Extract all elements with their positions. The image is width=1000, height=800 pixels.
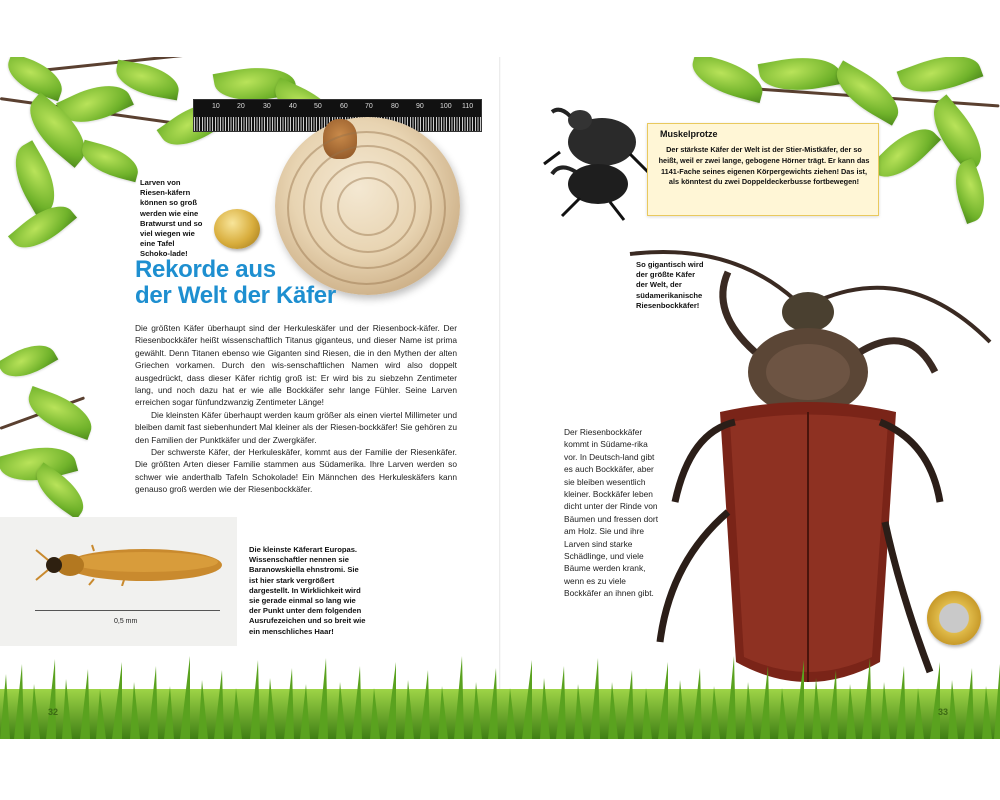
larva-caption: Larven von Riesen-käfern können so groß werden wie eine Bratwurst und so viel wiegen wie eine Tafel Schoko-lade! (140, 178, 203, 259)
euro-coin-image (927, 591, 981, 645)
paragraph-3: Der schwerste Käfer, der Herkuleskäfer, kommt aus der Familie der Riesenkäfer. Die größten Arten dieser Familie stammen aus Südamerika. Ihre Larven werden so schwer wie anderthalb Tafeln Schokolade! Ein Männchen des Herkuleskäfers kann genauso groß werden wie der Riesenbockkäfer. (135, 447, 457, 495)
article-body (135, 322, 457, 496)
dung-beetle-image (540, 102, 660, 222)
leaves-left-middle (0, 327, 110, 527)
scale-line (35, 610, 220, 611)
paragraph-1: Die größten Käfer überhaupt sind der Herkuleskäfer und der Riesenbock-käfer. Der Riesenbockkäfer heißt wissenschaftlich Titanus giganteus, und dieser Name ist prima gewählt. Denn Titanen ebenso wie Giganten sind Riesen, die in den Mythen der alten Griechen vorkamen. Durch den wis-senschaftlichen Namen wird also doppelt ausgedrückt, dass dieser Käfer richtig groß ist: Er wird bis zu siebzehn Zentimeter lang, und noch dazu hat er wie alle Bockkäfer sehr lange Fühler. Seine Larven erreichen sogar fünfundzwanzig Zentimeter Länge! (135, 323, 457, 408)
smallest-beetle-photo (0, 517, 237, 646)
book-spread (0, 57, 1000, 739)
ruler-numbers: 10 20 30 40 50 60 70 80 90 100 110 (212, 103, 474, 110)
coin-image-left (214, 209, 260, 249)
grass-border (0, 644, 1000, 739)
page-number-left: 32 (48, 707, 59, 717)
book-gutter (499, 57, 501, 739)
info-box-text: Der stärkste Käfer der Welt ist der Stier-Mistkäfer, der so heißt, weil er zwei lange, gebogene Hörner trägt. Er kann das 1141-Fache seines eigenen Körpergewichts ziehen! Das ist, als könntest du zwei Doppeldeckerbusse fortbewegen! (658, 145, 870, 187)
info-box-muskelprotze (647, 123, 879, 216)
grass-illustration (0, 644, 1000, 739)
info-box-title: Muskelprotze (660, 129, 718, 139)
paragraph-2: Die kleinsten Käfer überhaupt werden kaum größer als einen viertel Millimeter und bleiben damit fast siebenhundert Mal kleiner als der Riesen-bockkäfer! Sie gehören zu den Familien der Punktkäfer und der Zwergkäfer. (135, 409, 457, 445)
page-headline (135, 257, 336, 309)
smallest-beetle-caption: Die kleinste Käferart Europas. Wissenschaftler nennen sie Baranowskiella ehnstromi. Sie ist hier stark vergrößert dargestellt. In Wirklichkeit wird sie gerade einmal so lang wie der Punkt unter dem folgenden Ausrufezeichen und so breit wie ein menschliches Haar! (249, 545, 366, 636)
smallest-beetle-illustration (34, 544, 224, 586)
right-page-text: Der Riesenbockkäfer kommt in Südame-rika vor. In Deutsch-land gibt es auch Bockkäfer, aber sie bleiben wesentlich kleiner. Bockkäfer leben dicht unter der Rinde von Bäumen und fressen dort am Holz. Sie und ihre Larven sind starke Schädlinge, und viele Bäume werden krank, wenn es zu viele Bockkäfer an ihnen gibt. (564, 427, 659, 599)
headline-line-1: Rekorde aus (135, 256, 276, 283)
page-number-right: 33 (938, 707, 949, 717)
headline-line-2: der Welt der Käfer (135, 282, 336, 309)
giant-beetle-caption: So gigantisch wird der größte Käfer der Welt, der südamerikanische Riesenbockkäfer! (636, 260, 704, 310)
scale-label: 0,5 mm (114, 618, 138, 625)
